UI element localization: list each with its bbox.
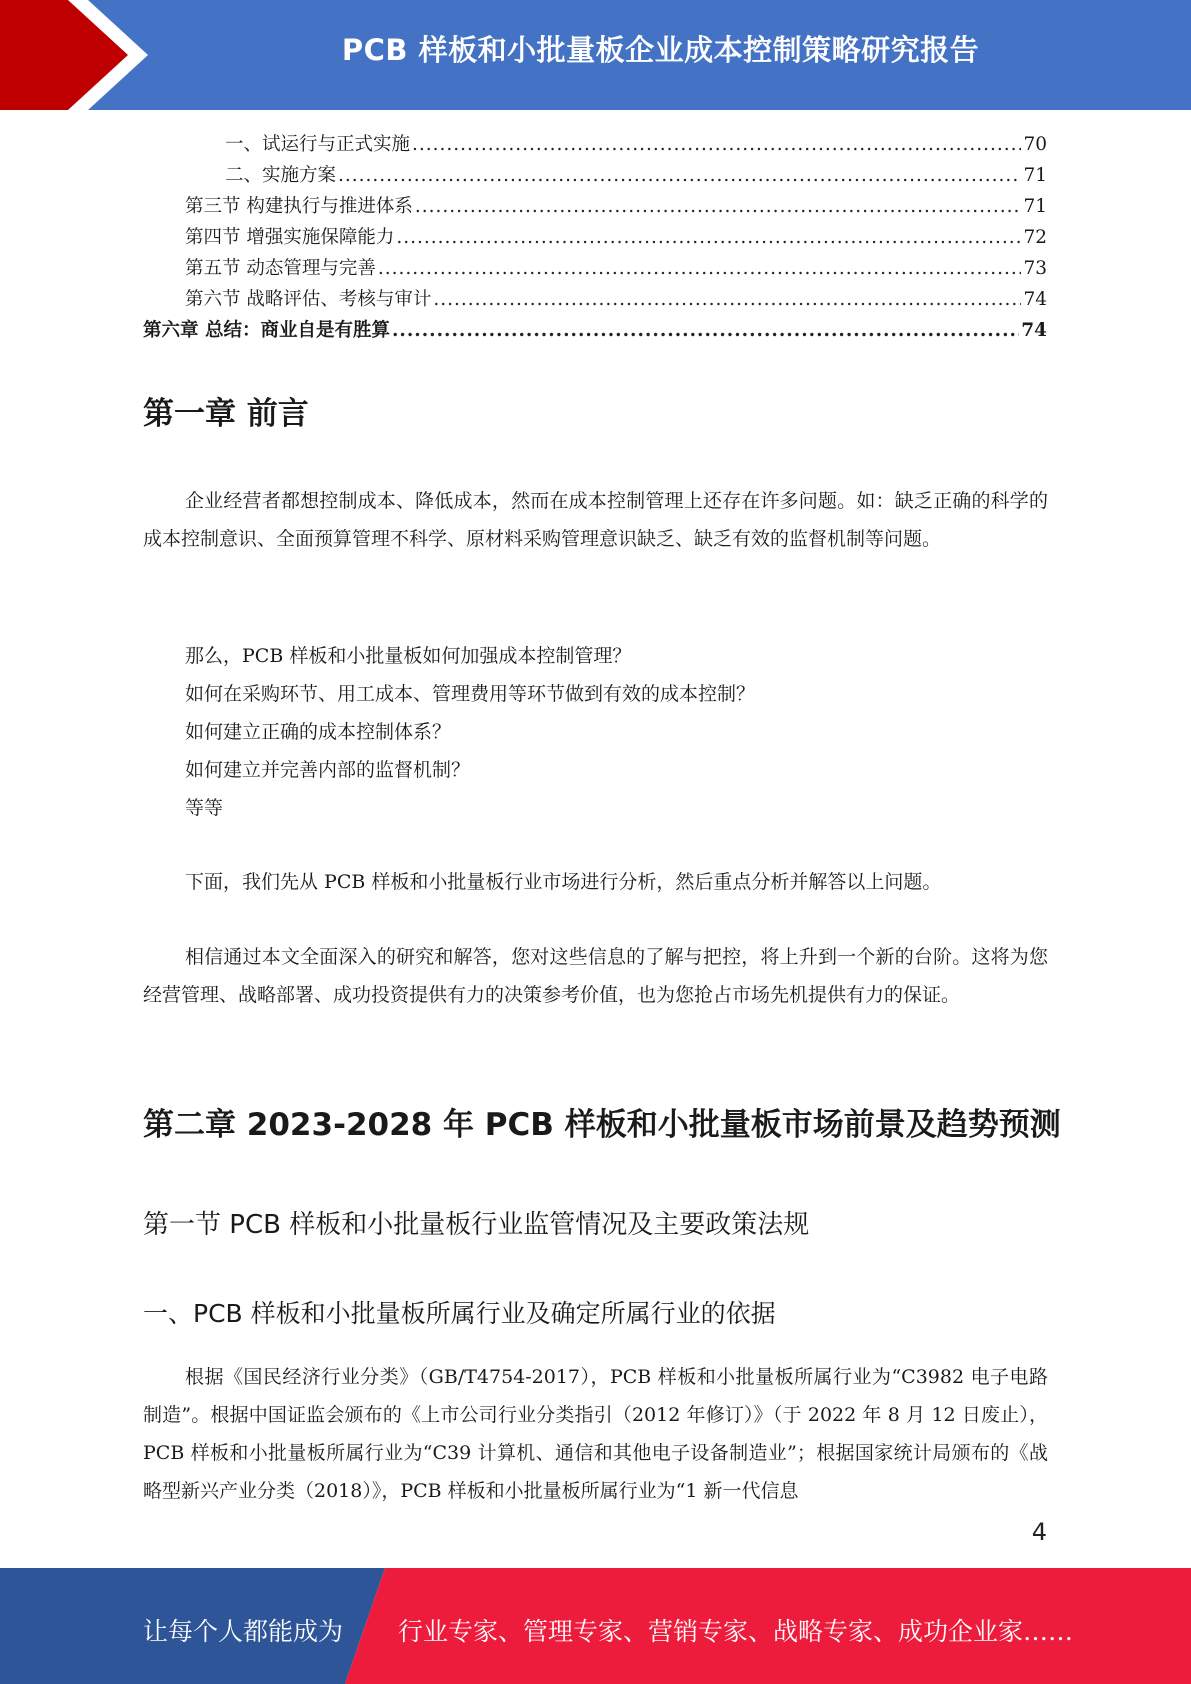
chapter-1-heading: 第一章 前言: [143, 396, 309, 432]
toc-entry[interactable]: [143, 130, 1047, 161]
page-footer: [0, 1568, 1191, 1684]
toc-entry[interactable]: [143, 254, 1047, 285]
toc-entry[interactable]: [143, 161, 1047, 192]
subsection-heading: 一、PCB 样板和小批量板所属行业及确定所属行业的依据: [143, 1299, 776, 1328]
question-line: 如何在采购环节、用工成本、管理费用等环节做到有效的成本控制？: [185, 683, 756, 705]
toc-page: 71: [1023, 196, 1047, 217]
next-paragraph: 下面，我们先从 PCB 样板和小批量板行业市场进行分析，然后重点分析并解答以上问题。: [185, 871, 942, 893]
closing-paragraph: 相信通过本文全面深入的研究和解答，您对这些信息的了解与把控，将上升到一个新的台阶。这将为您经营管理、战略部署、成功投资提供有力的决策参考价值，也为您抢占市场先机提供有力的保证。: [143, 946, 1048, 1006]
question-line: 那么，PCB 样板和小批量板如何加强成本控制管理？: [185, 645, 632, 667]
toc-entry[interactable]: [143, 223, 1047, 254]
page-number: 4: [1031, 1518, 1047, 1546]
toc-label: 二、实施方案: [225, 165, 337, 186]
question-line: 等等: [185, 797, 224, 819]
toc-page: 73: [1023, 258, 1047, 279]
footer-slogan-left: 让每个人都能成为: [143, 1617, 344, 1646]
body-paragraph: 根据《国民经济行业分类》（GB/T4754-2017），PCB 样板和小批量板所属行业为“C3982 电子电路制造”。根据中国证监会颁布的《上市公司行业分类指引（2012 年修订）》（于 2022 年 8 月 12 日废止），PCB 样板和小批量板所属行业为“C39 计算机、通信和其他电子设备制造业”；根据国家统计局颁布的《战略型新兴产业分类（2018）》，PCB 样板和小批量板所属行业为“1 新一代信息: [143, 1366, 1048, 1502]
toc-entry[interactable]: [143, 316, 1047, 347]
question-line: 如何建立并完善内部的监督机制？: [185, 759, 471, 781]
toc-label: 第四节 增强实施保障能力: [185, 227, 395, 248]
toc-label: 一、试运行与正式实施: [225, 134, 411, 155]
toc-label: 第六节 战略评估、考核与审计: [185, 289, 432, 310]
toc-page: 74: [1021, 320, 1047, 341]
footer-slogan-right: 行业专家、管理专家、营销专家、战略专家、成功企业家……: [398, 1617, 1074, 1646]
toc-label: 第三节 构建执行与推进体系: [185, 196, 413, 217]
document-title: PCB 样板和小批量板企业成本控制策略研究报告: [341, 33, 980, 67]
toc-label: 第六章 总结：商业自是有胜算: [143, 320, 390, 341]
intro-paragraph: 企业经营者都想控制成本、降低成本，然而在成本控制管理上还存在许多问题。如：缺乏正确的科学的成本控制意识、全面预算管理不科学、原材料采购管理意识缺乏、缺乏有效的监督机制等问题。: [143, 490, 1048, 550]
chapter-2-heading: 第二章 2023-2028 年 PCB 样板和小批量板市场前景及趋势预测: [143, 1107, 1061, 1143]
section-heading: 第一节 PCB 样板和小批量板行业监管情况及主要政策法规: [143, 1210, 810, 1240]
toc-page: 70: [1023, 134, 1047, 155]
table-of-contents: [143, 130, 1047, 347]
toc-page: 71: [1023, 165, 1047, 186]
page-header: [0, 0, 1191, 110]
toc-entry[interactable]: [143, 192, 1047, 223]
question-line: 如何建立正确的成本控制体系？: [185, 721, 452, 743]
toc-entry[interactable]: [143, 285, 1047, 316]
toc-page: 72: [1023, 227, 1047, 248]
toc-label: 第五节 动态管理与完善: [185, 258, 376, 279]
toc-page: 74: [1023, 289, 1047, 310]
